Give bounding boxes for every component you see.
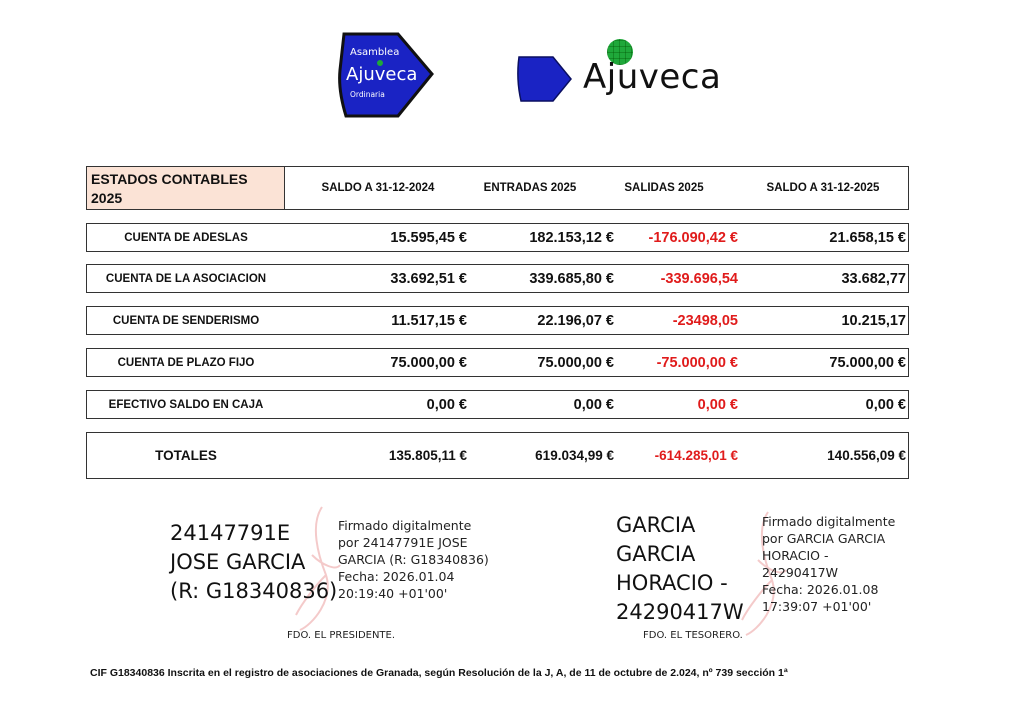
column-header: SALIDAS 2025 — [624, 182, 704, 194]
saldo-2024-cell: 11.517,15 € — [391, 312, 467, 329]
treasurer-signature-name: GARCIA GARCIA HORACIO - 24290417W — [616, 513, 744, 624]
entradas-cell: 0,00 € — [573, 396, 614, 413]
saldo-2025-cell: 0,00 € — [865, 396, 906, 413]
president-role: FDO. EL PRESIDENTE. — [287, 630, 396, 641]
brand-arrow-icon — [515, 53, 573, 105]
salidas-cell: 0,00 € — [697, 396, 738, 413]
column-header: ENTRADAS 2025 — [483, 182, 577, 194]
salidas-cell: -339.696,54 — [660, 270, 738, 287]
treasurer-role: FDO. EL TESORERO. — [643, 630, 743, 641]
table-title: ESTADOS CONTABLES 2025 — [87, 167, 285, 209]
salidas-cell: -23498,05 — [672, 312, 738, 329]
total-saldo-2024: 135.805,11 € — [388, 448, 467, 463]
registration-footer: CIF G18340836 Inscrita en el registro de asociaciones de Granada, según Resolución de la J, A, de 11 de octubre de 2.024, nº 739 sección 1ª — [90, 667, 788, 679]
column-header: SALDO A 31-12-2025 — [766, 182, 880, 194]
table-row — [86, 223, 909, 252]
saldo-2025-cell: 33.682,77 — [841, 270, 906, 287]
treasurer-signature-details: Firmado digitalmente por GARCIA GARCIA HORACIO - 24290417W Fecha: 2026.01.08 17:39:07 +01'00' — [762, 514, 896, 614]
assembly-logo-line2: Ajuveca — [346, 64, 418, 85]
entradas-cell: 182.153,12 € — [529, 229, 614, 246]
saldo-2025-cell: 21.658,15 € — [829, 229, 906, 246]
column-header: SALDO A 31-12-2024 — [321, 182, 435, 194]
entradas-cell: 75.000,00 € — [537, 354, 614, 371]
saldo-2024-cell: 33.692,51 € — [390, 270, 467, 287]
totals-row — [86, 432, 909, 479]
assembly-logo — [336, 30, 434, 118]
president-signature-details: Firmado digitalmente por 24147791E JOSE GARCIA (R: G18340836) Fecha: 2026.01.04 20:19:40 +01'00' — [338, 518, 489, 601]
row-label: CUENTA DE LA ASOCIACION — [105, 272, 267, 285]
table-row — [86, 348, 909, 377]
table-row — [86, 306, 909, 335]
president-signature-name: 24147791E JOSE GARCIA (R: G18340836) — [170, 521, 338, 603]
brand-logo — [515, 35, 725, 110]
brand-logo-text: Ajuveca — [583, 57, 722, 97]
total-entradas: 619.034,99 € — [535, 448, 614, 463]
totals-label: TOTALES — [155, 448, 217, 463]
row-label: CUENTA DE PLAZO FIJO — [117, 356, 255, 369]
total-salidas: -614.285,01 € — [654, 448, 738, 463]
row-label: CUENTA DE ADESLAS — [124, 231, 248, 244]
saldo-2025-cell: 10.215,17 — [841, 312, 906, 329]
saldo-2024-cell: 15.595,45 € — [390, 229, 467, 246]
entradas-cell: 339.685,80 € — [529, 270, 614, 287]
saldo-2024-cell: 0,00 € — [426, 396, 467, 413]
saldo-2024-cell: 75.000,00 € — [390, 354, 467, 371]
table-row — [86, 264, 909, 293]
table-row — [86, 390, 909, 419]
row-label: CUENTA DE SENDERISMO — [112, 314, 260, 327]
row-label: EFECTIVO SALDO EN CAJA — [108, 398, 264, 411]
saldo-2025-cell: 75.000,00 € — [829, 354, 906, 371]
salidas-cell: -176.090,42 € — [648, 229, 738, 246]
entradas-cell: 22.196,07 € — [537, 312, 614, 329]
total-saldo-2025: 140.556,09 € — [827, 448, 906, 463]
assembly-logo-line3: Ordinaria — [350, 90, 385, 99]
assembly-logo-line1: Asamblea — [350, 47, 400, 58]
table-header — [86, 166, 909, 210]
salidas-cell: -75.000,00 € — [656, 354, 738, 371]
